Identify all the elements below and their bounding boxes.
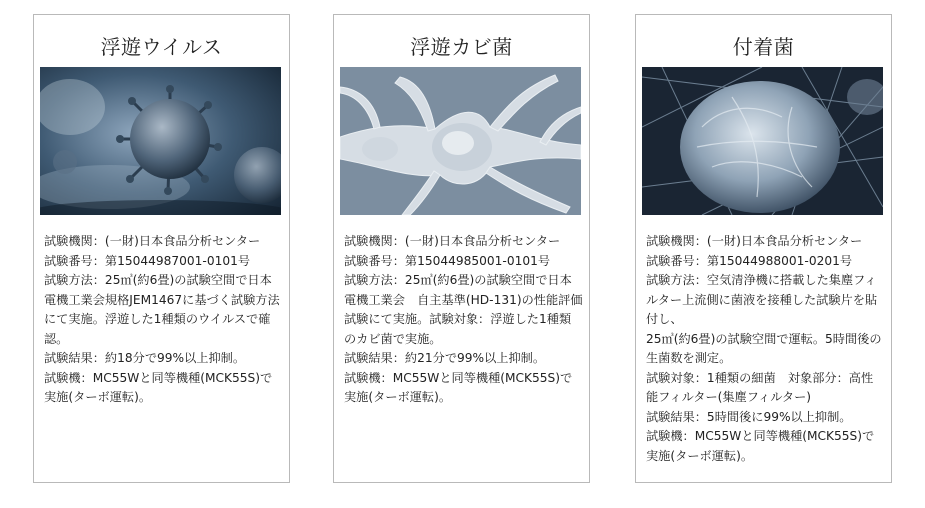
card-title: 浮遊カビ菌 — [410, 35, 513, 59]
card-description — [344, 232, 583, 408]
test-result: 試験結果：約21分で99%以上抑制。 — [344, 351, 546, 365]
card-airborne-virus — [33, 14, 290, 483]
test-result: 試験結果：5時間後に99%以上抑制。 — [646, 409, 852, 424]
test-method: 試験方法：空気清浄機に搭載した集塵フィルター上流側に菌液を接種した試験片を貼付し、 — [646, 273, 878, 326]
card-attached-bacteria — [635, 14, 892, 483]
mold-photo — [340, 67, 581, 215]
card-description — [44, 232, 283, 408]
test-method: 試験方法：25㎥(約6畳)の試験空間で日本電機工業会規格JEM1467に基づく試験方法にて実施。浮遊した1種類のウイルスで確認。 — [44, 273, 280, 346]
test-institution: 試験機関：(一財)日本食品分析センター — [44, 234, 261, 248]
test-result: 試験結果：約18分で99%以上抑制。 — [44, 351, 246, 365]
test-target: 試験対象：1種類の細菌 対象部分：高性能フィルター(集塵フィルター) — [646, 370, 874, 404]
test-number: 試験番号：第15044987001-0101号 — [44, 253, 251, 268]
card-title: 付着菌 — [732, 35, 795, 59]
virus-photo — [40, 67, 281, 215]
test-method: 試験方法：25㎥(約6畳)の試験空間で日本電機工業会 自主基準(HD-131)の性能評価試験にて実施。試験対象：浮遊した1種類のカビ菌で実施。 — [344, 273, 583, 346]
test-number: 試験番号：第15044988001-0201号 — [646, 253, 853, 268]
test-device: 試験機：MC55Wと同等機種(MCK55S)で実施(ターボ運転)。 — [646, 429, 875, 463]
test-method-continued: 25㎥(約6畳)の試験空間で運転。5時間後の生菌数を測定。 — [646, 331, 882, 365]
test-device: 試験機：MC55Wと同等機種(MCK55S)で実施(ターボ運転)。 — [344, 370, 573, 404]
card-title: 浮遊ウイルス — [100, 35, 223, 59]
test-device: 試験機：MC55Wと同等機種(MCK55S)で実施(ターボ運転)。 — [44, 370, 273, 404]
test-number: 試験番号：第15044985001-0101号 — [344, 253, 551, 268]
test-institution: 試験機関：(一財)日本食品分析センター — [344, 234, 561, 248]
test-institution: 試験機関：(一財)日本食品分析センター — [646, 234, 863, 248]
card-description — [646, 232, 885, 466]
bacteria-photo — [642, 67, 883, 215]
card-airborne-mold — [333, 14, 590, 483]
